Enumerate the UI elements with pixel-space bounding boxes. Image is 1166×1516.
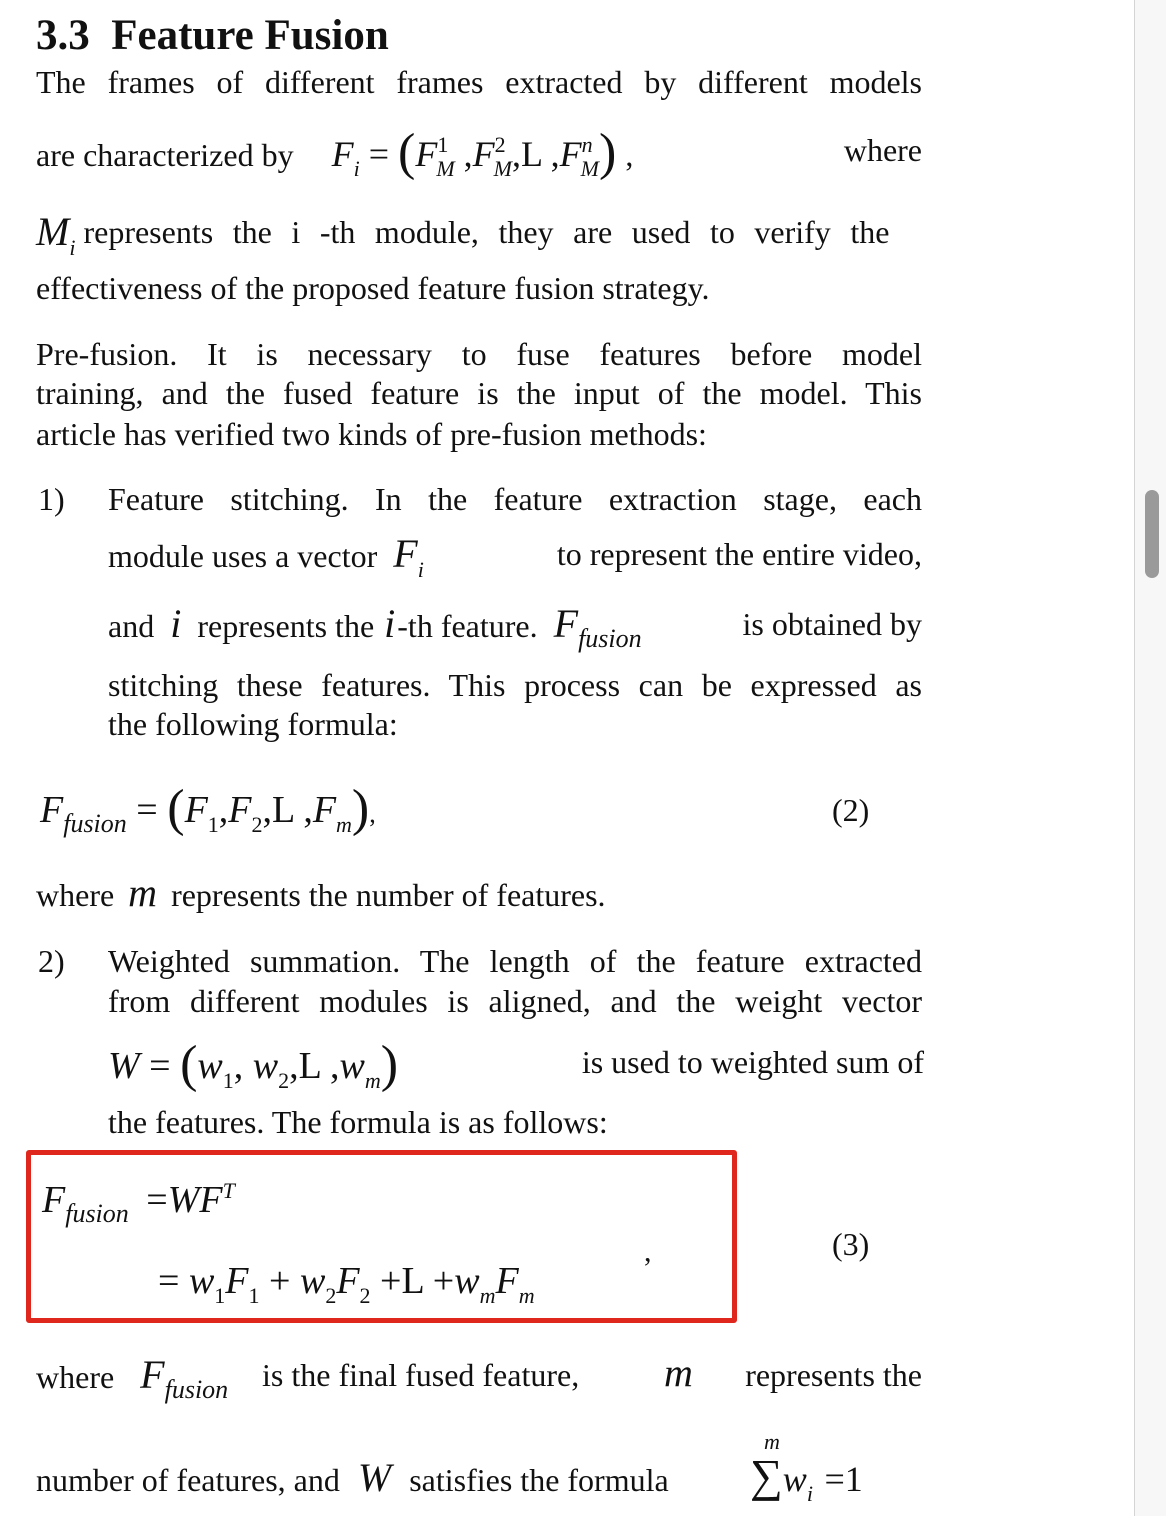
text-line: from different modules is aligned, and the weight vector (108, 983, 922, 1019)
section-number: 3.3 (36, 12, 90, 59)
text-line: training, and the fused feature is the input of the model. This (36, 375, 922, 411)
text-line: Pre-fusion. It is necessary to fuse features before model (36, 336, 922, 372)
section-title: Feature Fusion (111, 12, 389, 59)
text-line-with-formula (108, 531, 922, 582)
text-line: Weighted summation. The length of the feature extracted (108, 943, 922, 979)
text-line: The frames of different frames extracted by different models (36, 64, 922, 100)
text-fragment: represents the (745, 1357, 922, 1393)
equation-3-line-2: = $w_1F_1 + w_2F_2 +L +w_mF_m$ (158, 1260, 535, 1308)
text-line-with-formula: where m represents the number of features. (36, 870, 606, 915)
inline-formula-ffusion: $F_{fusion}$ (140, 1352, 229, 1404)
text-fragment: where (843, 132, 922, 168)
text-fragment: represents the i -th module, they are used to verify the (83, 214, 890, 250)
text-fragment: is used to weighted sum of (581, 1044, 924, 1080)
inline-formula-fi: $F_i = (F^1_M$ $,F^2_M,L$ $,F^n_M$) (331, 124, 617, 181)
text-fragment: represents the number of features. (171, 877, 606, 913)
text-fragment: satisfies the formula (409, 1462, 669, 1498)
text-line: Feature stitching. In the feature extraction stage, each (108, 481, 922, 517)
inline-formula-w: $W = (w_1$, $w_2,L$ $,w_m$) (108, 1036, 399, 1093)
equation-number: (3) (832, 1226, 870, 1262)
text-line-with-formula: where $F_{fusion}$ is the final fused feature, m represents the (36, 1350, 922, 1404)
inline-formula-mi: $M_i$ (36, 209, 76, 260)
list-marker: 1) (38, 481, 65, 517)
text-line: effectiveness of the proposed feature fusion strategy. (36, 270, 710, 306)
text-fragment: -th feature. (397, 608, 538, 644)
text-fragment: is obtained by (742, 606, 922, 642)
vertical-scrollbar[interactable] (1135, 0, 1166, 1516)
section-heading (36, 12, 389, 60)
text-fragment: are characterized by (36, 137, 294, 173)
inline-formula-fi: $F_i$ (393, 531, 424, 582)
text-fragment: and (108, 608, 155, 644)
equation-3-comma: , (644, 1235, 652, 1268)
inline-formula-sum: $\sum w_i =1$ (750, 1450, 863, 1506)
text-line: stitching these features. This process can be expressed as (108, 667, 922, 703)
text-fragment: represents the (197, 608, 375, 644)
text-fragment: to represent the entire video, (556, 536, 922, 572)
equation-number: (2) (832, 792, 870, 828)
text-line: the following formula: (108, 706, 398, 742)
text-line-with-formula: are characterized by $F_i = (F^1_M$ $,F^2_M,L$ $,F^n_M$) , where (36, 124, 922, 181)
text-line-with-formula (36, 209, 922, 260)
text-fragment: module uses a vector (108, 538, 378, 574)
text-line-with-formula (108, 1036, 924, 1093)
text-fragment: where (36, 1359, 115, 1395)
text-line: article has verified two kinds of pre-fusion methods: (36, 416, 707, 452)
inline-formula-ffusion: $F_{fusion}$ (553, 601, 642, 653)
text-fragment: is the final fused feature, (262, 1357, 580, 1393)
scrollbar-thumb[interactable] (1145, 490, 1159, 578)
text-fragment: number of features, and (36, 1462, 340, 1498)
text-fragment: where (36, 877, 115, 913)
text-line-with-formula: number of features, and W satisfies the formula (36, 1455, 669, 1500)
text-line: the features. The formula is as follows: (108, 1104, 608, 1140)
equation-2: $F_{fusion} = (F_1,F_2,L$ $,F_m$), (40, 780, 376, 838)
text-line-with-formula: and i represents the i-th feature. $F_{fusion}$ is obtained by (108, 601, 922, 653)
equation-3-line-1: $F_{fusion} =WF^T$ (42, 1178, 235, 1228)
list-marker: 2) (38, 943, 65, 979)
sum-upper-limit: m (764, 1429, 780, 1454)
